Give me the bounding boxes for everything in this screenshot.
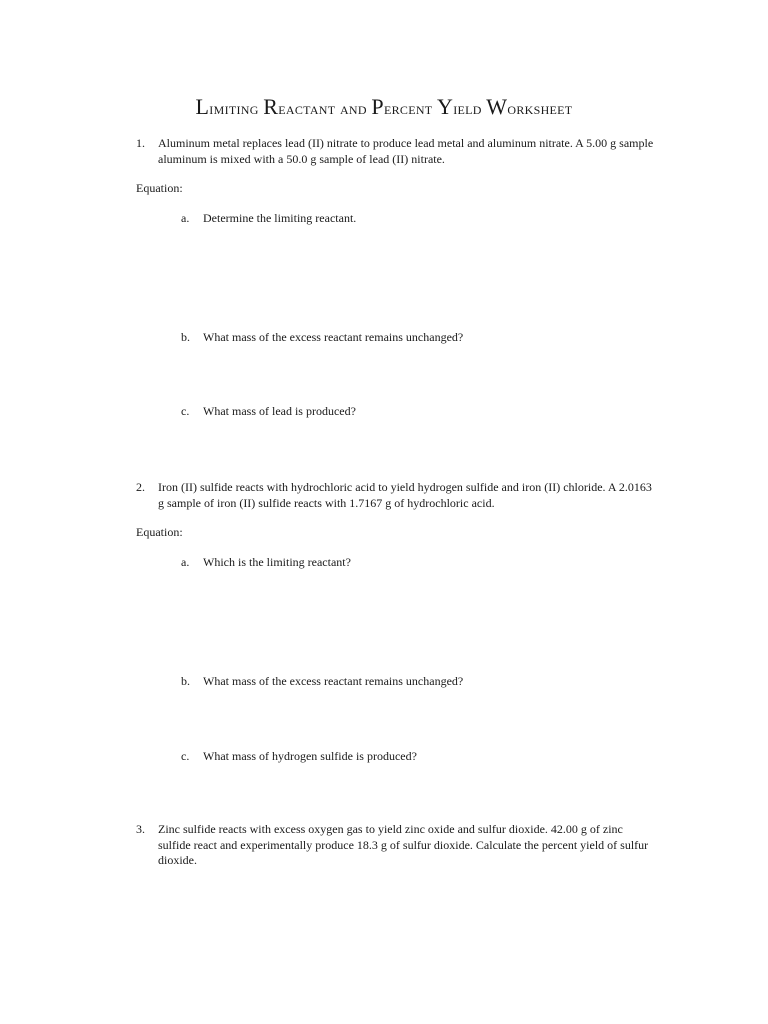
question-text: Iron (II) sulfide reacts with hydrochloric acid to yield hydrogen sulfide and iron (II) chloride. A 2.0163 g sample of iron (II) sulfide reacts with 1.7167 g of hydrochloric acid. — [158, 480, 652, 510]
question-text: Zinc sulfide reacts with excess oxygen gas to yield zinc oxide and sulfur dioxide. 42.00 g of zinc sulfide react and experimentally produce 18.3 g of sulfur dioxide. Calculate the percent yield of sulfur dioxide. — [158, 822, 649, 867]
title-word: ield — [453, 99, 482, 118]
question-2 — [136, 480, 656, 511]
part-letter: a. — [181, 555, 190, 569]
title-word: ercent — [383, 99, 433, 118]
question-2-part-c — [181, 749, 417, 764]
part-letter: c. — [181, 749, 190, 763]
part-letter: b. — [181, 674, 190, 688]
part-text: What mass of lead is produced? — [203, 404, 356, 418]
equation-label: Equation: — [136, 181, 183, 195]
question-2-part-b — [181, 674, 463, 689]
question-number: 1. — [136, 136, 145, 150]
title-word: orksheet — [507, 99, 573, 118]
title-word: eactant and — [278, 99, 367, 118]
title-word: imiting — [209, 99, 259, 118]
part-letter: a. — [181, 211, 190, 225]
part-text: Determine the limiting reactant. — [203, 211, 357, 225]
part-text: What mass of the excess reactant remains unchanged? — [203, 674, 464, 688]
equation-label: Equation: — [136, 525, 183, 539]
title-initial: L — [195, 94, 210, 119]
question-1-part-b — [181, 330, 463, 345]
part-text: What mass of the excess reactant remains unchanged? — [203, 330, 464, 344]
part-letter: c. — [181, 404, 190, 418]
title-initial: R — [263, 94, 279, 119]
question-1-part-a — [181, 211, 356, 226]
title-initial: W — [486, 94, 508, 119]
question-1-part-c — [181, 404, 356, 419]
question-text: Aluminum metal replaces lead (II) nitrate to produce lead metal and aluminum nitrate. A 5.00 g sample aluminum is mixed with a 50.0 g sample of lead (II) nitrate. — [158, 136, 654, 166]
title-initial: P — [371, 94, 384, 119]
title-initial: Y — [437, 94, 454, 119]
question-number: 3. — [136, 822, 145, 836]
question-1 — [136, 136, 656, 167]
part-letter: b. — [181, 330, 190, 344]
question-number: 2. — [136, 480, 145, 494]
question-3 — [136, 822, 656, 869]
question-2-part-a — [181, 555, 351, 570]
part-text: What mass of hydrogen sulfide is produced? — [203, 749, 417, 763]
page-title — [0, 96, 768, 120]
part-text: Which is the limiting reactant? — [203, 555, 351, 569]
